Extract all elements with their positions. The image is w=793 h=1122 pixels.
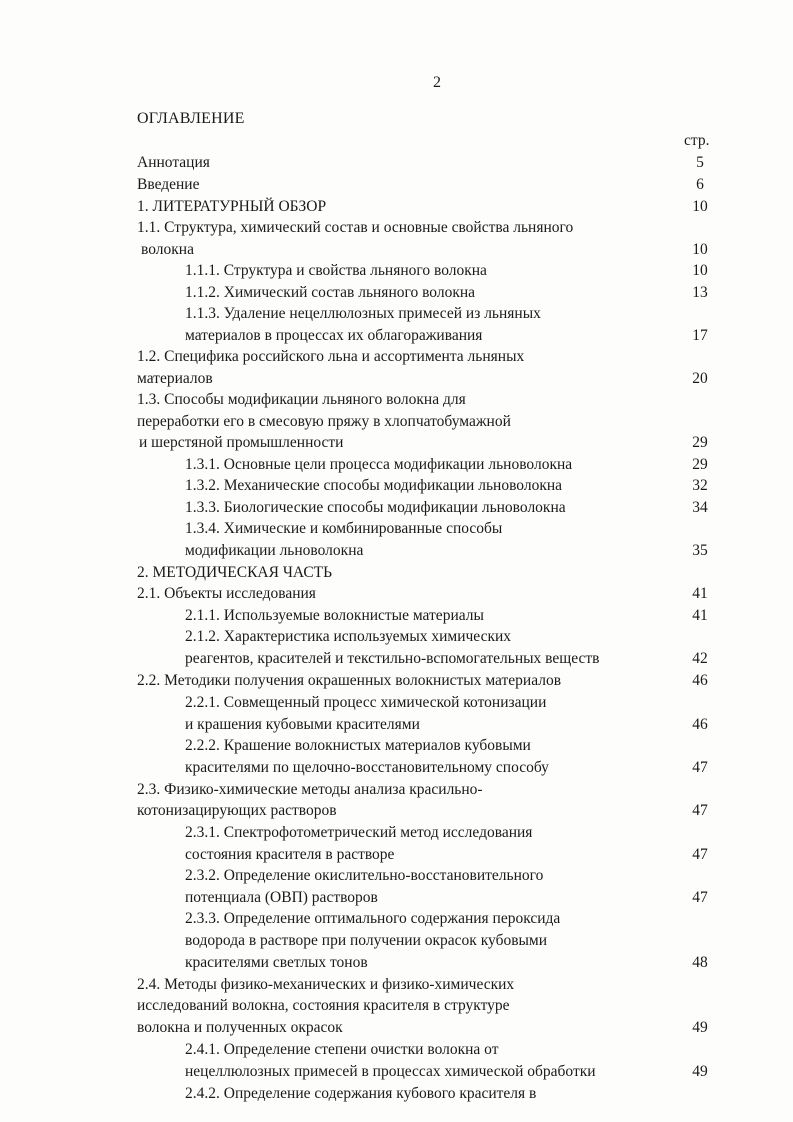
toc-entry-title: 1.3.2. Механические способы модификации льноволокна [185, 477, 563, 494]
toc-entry-title: 1.1.1. Структура и свойства льняного волокна [185, 262, 487, 279]
toc-entry-title-continuation: и шерстяной промышленности [139, 434, 344, 451]
toc-entry-title: 2.2. Методики получения окрашенных волокнистых материалов [137, 672, 562, 689]
toc-entry-page: 49 [692, 1019, 708, 1036]
toc-entry-page: 20 [692, 370, 708, 387]
toc-entry-title: 2.1.1. Используемые волокнистые материалы [185, 607, 484, 624]
toc-entry-title: 2.3.1. Спектрофотометрический метод исследования [185, 824, 533, 841]
toc-entry-title-continuation: модификации льноволокна [185, 542, 364, 559]
toc-entry-title: Введение [137, 176, 200, 193]
toc-entry-title: 2.3.2. Определение окислительно-восстановительного [185, 867, 544, 884]
toc-entry-page: 10 [692, 241, 708, 258]
toc-entry-title: 2. МЕТОДИЧЕСКАЯ ЧАСТЬ [137, 564, 333, 581]
toc-entry-title-continuation: и крашения кубовыми красителями [185, 716, 420, 733]
toc-entry-page: 10 [692, 198, 708, 215]
toc-entry-page: 17 [692, 327, 708, 344]
toc-entry-page: 47 [692, 802, 708, 819]
toc-entry-title: 2.4.1. Определение степени очистки волокна от [185, 1041, 499, 1058]
toc-entry-title-continuation: волокна [141, 241, 194, 258]
toc-entry-page: 5 [696, 154, 704, 171]
toc-entry-title: 1. ЛИТЕРАТУРНЫЙ ОБЗОР [137, 198, 327, 215]
toc-entry-page: 41 [692, 607, 708, 624]
toc-entry-page: 32 [692, 477, 708, 494]
toc-entry-page: 42 [692, 650, 708, 667]
toc-entry-title: 2.1. Объекты исследования [137, 585, 316, 602]
toc-entry-title-continuation: красителями светлых тонов [185, 954, 368, 971]
toc-entry-title: 2.3.3. Определение оптимального содержания пероксида [185, 910, 561, 927]
toc-entry-title: 2.2.2. Крашение волокнистых материалов кубовыми [185, 737, 531, 754]
toc-entry-title-continuation: материалов [137, 370, 213, 387]
toc-entry-page: 10 [692, 262, 708, 279]
toc-entry-page: 48 [692, 954, 708, 971]
toc-entry-page: 47 [692, 759, 708, 776]
toc-entry-title-continuation: исследований волокна, состояния красителя в структуре [137, 997, 510, 1014]
toc-entry-title: 2.1.2. Характеристика используемых химических [185, 628, 512, 645]
toc-entry-title: 1.3.3. Биологические способы модификации льноволокна [185, 499, 566, 516]
toc-entry-page: 47 [692, 846, 708, 863]
toc-entry-page: 41 [692, 585, 708, 602]
toc-entry-title-continuation: потенциала (ОВП) растворов [185, 889, 378, 906]
toc-entry-title: 1.3.1. Основные цели процесса модификации льноволокна [185, 456, 573, 473]
toc-entry-page: 46 [692, 716, 708, 733]
toc-entry-page: 35 [692, 542, 708, 559]
toc-entry-title: 1.1.2. Химический состав льняного волокна [185, 284, 476, 301]
toc-entry-page: 13 [692, 284, 708, 301]
toc-entry-page: 46 [692, 672, 708, 689]
page-number: 2 [433, 74, 441, 91]
toc-entry-title: 1.3.4. Химические и комбинированные способы [185, 520, 503, 537]
toc-entry-title: 2.4.2. Определение содержания кубового красителя в [185, 1085, 537, 1102]
toc-entry-page: 49 [692, 1063, 708, 1080]
toc-entry-title-continuation: состояния красителя в растворе [185, 846, 395, 863]
toc-entry-page: 29 [692, 434, 708, 451]
toc-entry-title: 1.2. Специфика российского льна и ассортимента льняных [137, 348, 525, 365]
toc-entry-title-continuation: нецеллюлозных примесей в процессах химической обработки [185, 1063, 596, 1080]
toc-entry-page: 6 [696, 176, 704, 193]
toc-entry-title-continuation: водорода в растворе при получении окрасок кубовыми [185, 932, 548, 949]
toc-entry-title-continuation: котонизацирующих растворов [137, 802, 337, 819]
page-title: ОГЛАВЛЕНИЕ [137, 110, 245, 127]
toc-entry-title-continuation: красителями по щелочно-восстановительному способу [185, 759, 549, 776]
toc-entry-title-continuation: материалов в процессах их облагораживания [185, 327, 483, 344]
toc-entry-title: 1.3. Способы модификации льняного волокна для [137, 391, 466, 408]
page-column-header: стр. [684, 132, 710, 149]
toc-entry-page: 29 [692, 456, 708, 473]
toc-entry-title: 2.3. Физико-химические методы анализа красильно- [137, 781, 483, 798]
toc-entry-title: Аннотация [137, 154, 210, 171]
toc-entry-title: 1.1. Структура, химический состав и основные свойства льняного [137, 219, 574, 236]
toc-entry-title-continuation: реагентов, красителей и текстильно-вспомогательных веществ [185, 650, 600, 667]
toc-entry-title: 2.2.1. Совмещенный процесс химической котонизации [185, 694, 547, 711]
toc-entry-page: 34 [692, 499, 708, 516]
toc-entry-title: 2.4. Методы физико-механических и физико-химических [137, 976, 515, 993]
toc-entry-title-continuation: волокна и полученных окрасок [137, 1019, 343, 1036]
toc-entry-page: 47 [692, 889, 708, 906]
toc-entry-title-continuation: переработки его в смесовую пряжу в хлопчатобумажной [137, 413, 511, 430]
toc-entry-title: 1.1.3. Удаление нецеллюлозных примесей из льняных [185, 305, 541, 322]
